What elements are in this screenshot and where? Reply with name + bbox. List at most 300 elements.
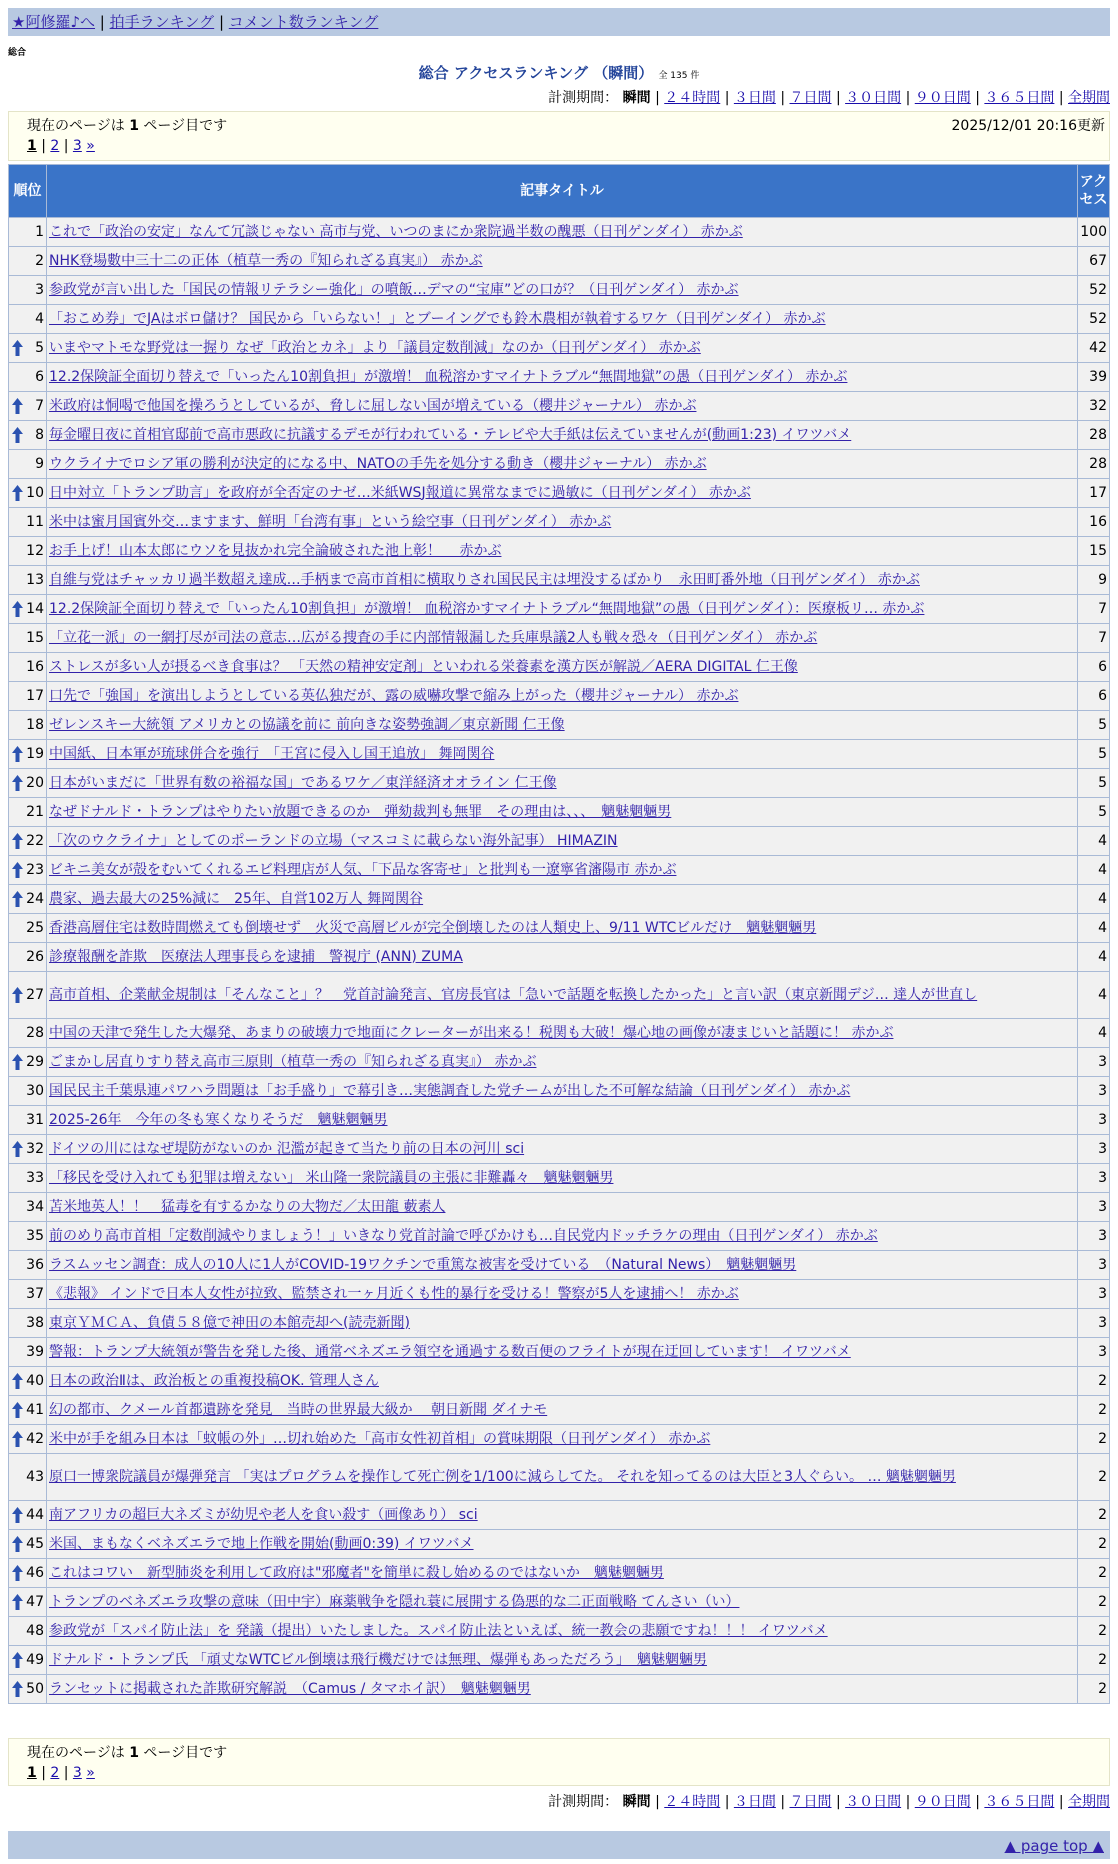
rank-up-arrow-icon: [12, 427, 23, 443]
article-title-link[interactable]: 日本の政治Ⅱは、政治板との重複投稿OK. 管理人さん: [49, 1372, 379, 1389]
title-cell: [47, 798, 1077, 826]
rank-cell: [9, 1530, 46, 1558]
rank-up-arrow-icon: [12, 1565, 23, 1581]
rank-number: 46: [26, 1564, 44, 1581]
access-count: 32: [1078, 392, 1109, 420]
comment-ranking-link[interactable]: コメント数ランキング: [228, 13, 379, 31]
separator: |: [970, 1794, 985, 1810]
title-cell: [47, 508, 1077, 536]
rank-number: 21: [26, 803, 44, 820]
article-title-link[interactable]: ゼレンスキー大統領 アメリカとの協議を前に 前向きな姿勢強調／東京新聞 仁王像: [49, 716, 565, 733]
access-count: 42: [1078, 334, 1109, 362]
period-option-link[interactable]: 全期間: [1068, 90, 1110, 106]
access-count: 4: [1078, 827, 1109, 855]
pager-suffix: ページ目です: [143, 118, 228, 134]
rank-up-arrow-icon: [12, 398, 23, 414]
rank-cell: [9, 624, 46, 652]
access-count: 67: [1078, 247, 1109, 275]
table-row: [9, 1501, 1109, 1529]
title-cell: [47, 1646, 1077, 1674]
article-title-link[interactable]: 中国紙、日本軍が琉球併合を強行 「王宮に侵入し国王追放」 舞岡関谷: [49, 745, 495, 762]
article-title-link[interactable]: 米中は蜜月国賓外交…ますます、鮮明「台湾有事」という絵空事（日刊ゲンダイ） 赤かぶ: [49, 513, 612, 530]
title-cell: [47, 1396, 1077, 1424]
title-cell: [47, 363, 1077, 391]
rank-cell: [9, 1454, 46, 1500]
rank-cell: [9, 1222, 46, 1250]
access-count: 2: [1078, 1396, 1109, 1424]
pager-prefix: 現在のページは: [27, 1745, 125, 1761]
article-title-link[interactable]: 12.2保険証全面切り替えで「いったん10割負担」が激増！ 血税溶かすマイナトラブル“無間地獄”の愚（日刊ゲンダイ）：医療板リ… 赤かぶ: [49, 600, 925, 617]
rank-number: 39: [26, 1343, 44, 1360]
rank-cell: [9, 798, 46, 826]
article-title-link[interactable]: 米中が手を組み日本は「蚊帳の外」…切れ始めた「高市女性初首相」の賞味期限（日刊ゲンダイ） 赤かぶ: [49, 1430, 711, 1447]
separator: |: [59, 1765, 73, 1781]
title-cell: [47, 682, 1077, 710]
access-count: 28: [1078, 450, 1109, 478]
period-option-link[interactable]: ３６５日間: [984, 1794, 1055, 1810]
rank-cell: [9, 1019, 46, 1047]
title-cell: [47, 1048, 1077, 1076]
article-title-link[interactable]: ラスムッセン調査：成人の10人に1人がCOVID-19ワクチンで重篤な被害を受けている （Natural News） 魑魅魍魎男: [49, 1256, 797, 1273]
title-cell: [47, 624, 1077, 652]
access-count: 2: [1078, 1454, 1109, 1500]
rank-number: 20: [26, 774, 44, 791]
article-title-link[interactable]: 原口一博衆院議員が爆弾発言 「実はプログラムを操作して死亡例を1/100に減らしてた。 それを知ってるのは大臣と3人ぐらい。 … 魑魅魍魎男: [49, 1468, 956, 1485]
rank-number: 17: [26, 687, 44, 704]
rank-cell: [9, 972, 46, 1018]
access-count: 4: [1078, 885, 1109, 913]
article-title-link[interactable]: 警報：トランプ大統領が警告を発した後、通常ベネズエラ領空を通過する数百便のフライトが現在迂回しています！ イワツバメ: [49, 1343, 851, 1360]
rank-cell: [9, 334, 46, 362]
access-count: 7: [1078, 624, 1109, 652]
article-title-link[interactable]: 自維与党はチャッカリ過半数超え達成…手柄まで高市首相に横取りされ国民民主は埋没するばかり 永田町番外地（日刊ゲンダイ） 赤かぶ: [49, 571, 920, 588]
rank-number: 31: [26, 1111, 44, 1128]
table-row: [9, 856, 1109, 884]
access-count: 3: [1078, 1164, 1109, 1192]
title-cell: [47, 218, 1077, 246]
article-title-link[interactable]: ドナルド・トランプ氏 「頑丈なWTCビル倒壊は飛行機だけでは無理、爆弾もあっただろう」 魑魅魍魎男: [49, 1651, 707, 1668]
rank-number: 15: [26, 629, 44, 646]
title-cell: [47, 1588, 1077, 1616]
title-cell: [47, 1222, 1077, 1250]
period-label: 計測期間：: [548, 1794, 619, 1810]
title-cell: [47, 653, 1077, 681]
article-title-link[interactable]: 診療報酬を詐欺 医療法人理事長らを逮捕 警視庁 (ANN) ZUMA: [49, 948, 463, 965]
table-row: [9, 885, 1109, 913]
separator: |: [650, 90, 665, 106]
page-link[interactable]: 3: [72, 138, 82, 154]
title-cell: [47, 1164, 1077, 1192]
title-cell: [47, 827, 1077, 855]
title-cell: [47, 1251, 1077, 1279]
access-count: 3: [1078, 1077, 1109, 1105]
article-title-link[interactable]: トランプのベネズエラ攻撃の意味（田中宇）麻薬戦争を隠れ蓑に展開する偽悪的な二正面戦略 てんさい（い）: [49, 1593, 740, 1610]
applause-ranking-link[interactable]: 拍手ランキング: [109, 13, 215, 31]
rank-number: 7: [35, 397, 44, 414]
table-row: [9, 450, 1109, 478]
article-title-link[interactable]: お手上げ！山本太郎にウソを見抜かれ完全論破された池上彰！ 赤かぶ: [49, 542, 502, 559]
article-title-link[interactable]: NHK登場數中三十二の正体（植草一秀の『知られざる真実』） 赤かぶ: [49, 252, 483, 269]
access-count: 2: [1078, 1425, 1109, 1453]
period-option-link[interactable]: ７日間: [789, 90, 832, 106]
separator: |: [1054, 90, 1068, 106]
nav-separator: |: [214, 13, 229, 31]
rank-number: 26: [26, 948, 44, 965]
title-cell: [47, 479, 1077, 507]
rank-number: 29: [26, 1053, 44, 1070]
rank-cell: [9, 653, 46, 681]
rank-number: 36: [26, 1256, 44, 1273]
bottom-bar: [8, 1831, 1110, 1859]
title-cell: [47, 1135, 1077, 1163]
pager-prefix: 現在のページは: [27, 118, 125, 134]
rank-cell: [9, 1617, 46, 1645]
access-count: 3: [1078, 1338, 1109, 1366]
rank-up-arrow-icon: [12, 340, 23, 356]
access-count: 15: [1078, 537, 1109, 565]
table-row: [9, 1135, 1109, 1163]
table-row: [9, 218, 1109, 246]
article-title-link[interactable]: 米国、まもなくベネズエラで地上作戦を開始(動画0:39) イワツバメ: [49, 1535, 474, 1552]
rank-up-arrow-icon: [12, 1594, 23, 1610]
article-title-link[interactable]: 東京ＹＭＣＡ、負債５８億で神田の本館売却へ(読売新聞): [49, 1314, 410, 1331]
rank-cell: [9, 363, 46, 391]
article-title-link[interactable]: 米政府は恫喝で他国を操ろうとしているが、脅しに屈しない国が増えている（櫻井ジャーナル） 赤かぶ: [49, 397, 697, 414]
table-row: [9, 1280, 1109, 1308]
article-title-link[interactable]: 日本がいまだに「世界有数の裕福な国」であるワケ／東洋経済オオライン 仁王像: [49, 774, 557, 791]
access-count: 28: [1078, 421, 1109, 449]
nav-separator: |: [95, 13, 110, 31]
current-page-marker: [27, 138, 37, 154]
rank-number: 34: [26, 1198, 44, 1215]
rank-up-arrow-icon: [12, 1054, 23, 1070]
title-cell: [47, 1019, 1077, 1047]
table-row: [9, 508, 1109, 536]
next-page-link[interactable]: »: [86, 138, 95, 154]
period-option-link[interactable]: ３０日間: [845, 90, 902, 106]
rank-cell: [9, 740, 46, 768]
period-option-link[interactable]: ３日間: [733, 1794, 776, 1810]
rank-up-arrow-icon: [12, 1507, 23, 1523]
article-title-link[interactable]: 2025-26年 今年の冬も寒くなりそうだ 魑魅魍魎男: [49, 1111, 388, 1128]
separator: |: [901, 1794, 915, 1810]
period-option-link[interactable]: ２４時間: [664, 90, 721, 106]
article-title-link[interactable]: 「おこめ券」でJAはボロ儲け？ 国民から「いらない！」とブーイングでも鈴木農相が執着するワケ（日刊ゲンダイ） 赤かぶ: [49, 310, 826, 327]
article-title-link[interactable]: ドイツの川にはなぜ堤防がないのか 氾濫が起きて当たり前の日本の河川 sci: [49, 1140, 525, 1157]
period-option-link[interactable]: 全期間: [1068, 1794, 1110, 1810]
separator: |: [36, 138, 51, 154]
rank-number: 1: [35, 223, 44, 240]
rank-cell: [9, 1396, 46, 1424]
table-row: [9, 1559, 1109, 1587]
home-link[interactable]: ★阿修羅♪へ: [12, 13, 96, 31]
title-cell: [47, 247, 1077, 275]
rank-number: 14: [26, 600, 44, 617]
table-row: [9, 1588, 1109, 1616]
rank-number: 13: [26, 571, 44, 588]
title-cell: [47, 1338, 1077, 1366]
article-title-link[interactable]: 幻の都市、クメール首都遺跡を発見 当時の世界最大級か 朝日新聞 ダイナモ: [49, 1401, 548, 1418]
rank-cell: [9, 827, 46, 855]
period-option-link[interactable]: ３６５日間: [984, 90, 1055, 106]
rank-cell: [9, 1367, 46, 1395]
next-page-link[interactable]: »: [86, 1765, 95, 1781]
article-title-link[interactable]: これで「政治の安定」なんて冗談じゃない 高市与党、いつのまにか衆院過半数の醜悪（日刊ゲンダイ） 赤かぶ: [49, 223, 743, 240]
rank-number: 18: [26, 716, 44, 733]
article-title-link[interactable]: 参政党が「スパイ防止法」を 発議（提出）いたしました。スパイ防止法といえば、統一教会の悲願ですね！！！ イワツバメ: [49, 1622, 828, 1639]
access-count: 3: [1078, 1135, 1109, 1163]
rank-up-arrow-icon: [12, 987, 23, 1003]
page-link[interactable]: 2: [50, 138, 60, 154]
title-cell: [47, 885, 1077, 913]
article-title-link[interactable]: 「次のウクライナ」としてのポーランドの立場（マスコミに載らない海外記事） HIMAZIN: [49, 832, 618, 849]
access-count: 2: [1078, 1646, 1109, 1674]
access-count: 3: [1078, 1222, 1109, 1250]
rank-number: 38: [26, 1314, 44, 1331]
article-title-link[interactable]: ストレスが多い人が摂るべき食事は？ 「天然の精神安定剤」といわれる栄養素を漢方医が解説／AERA DIGITAL 仁王像: [49, 658, 798, 675]
rank-up-arrow-icon: [12, 891, 23, 907]
separator: |: [831, 90, 846, 106]
rank-cell: [9, 1251, 46, 1279]
article-title-link[interactable]: 国民民主千葉県連パワハラ問題は「お手盛り」で幕引き…実態調査した党チームが出した不可解な結論（日刊ゲンダイ） 赤かぶ: [49, 1082, 851, 1099]
title-cell: [47, 276, 1077, 304]
access-count: 3: [1078, 1309, 1109, 1337]
rank-number: 44: [26, 1506, 44, 1523]
period-option-link[interactable]: ９０日間: [914, 1794, 971, 1810]
title-cell: [47, 1077, 1077, 1105]
article-title-link[interactable]: 12.2保険証全面切り替えで「いったん10割負担」が激増！ 血税溶かすマイナトラブル“無間地獄”の愚（日刊ゲンダイ） 赤かぶ: [49, 368, 848, 385]
period-current: 瞬間: [622, 90, 651, 106]
title-cell: [47, 305, 1077, 333]
page-link[interactable]: 1: [27, 1765, 37, 1781]
rank-cell: [9, 421, 46, 449]
rank-number: 24: [26, 890, 44, 907]
rank-number: 23: [26, 861, 44, 878]
article-title-link[interactable]: 参政党が言い出した「国民の情報リテラシー強化」の噴飯…デマの“宝庫”どの口が？（日刊ゲンダイ） 赤かぶ: [49, 281, 739, 298]
table-row: [9, 1251, 1109, 1279]
article-title-link[interactable]: 高市首相、企業献金規制は「そんなこと」？ 党首討論発言、官房長官は「急いで話題を転換したかった」と言い訳（東京新聞デジ… 達人が世直し: [49, 986, 978, 1003]
table-row: [9, 1019, 1109, 1047]
rank-cell: [9, 1106, 46, 1134]
title-cell: [47, 769, 1077, 797]
article-title-link[interactable]: 口先で「強国」を演出しようとしている英仏独だが、露の威嚇攻撃で縮み上がった（櫻井ジャーナル） 赤かぶ: [49, 687, 739, 704]
period-label: 計測期間：: [548, 90, 619, 106]
article-title-link[interactable]: 日中対立「トランプ助言」を政府が全否定のナゼ…米紙WSJ報道に異常なまでに過敏に（日刊ゲンダイ） 赤かぶ: [49, 484, 751, 501]
rank-cell: [9, 885, 46, 913]
rank-cell: [9, 1675, 46, 1703]
rank-up-arrow-icon: [12, 485, 23, 501]
article-title-link[interactable]: 前のめり高市首相「定数削減やりましょう！」いきなり党首討論で呼びかけも…自民党内ドッチラケの理由（日刊ゲンダイ） 赤かぶ: [49, 1227, 878, 1244]
access-count: 5: [1078, 769, 1109, 797]
rank-cell: [9, 1048, 46, 1076]
rank-number: 49: [26, 1651, 44, 1668]
access-column-header: アクセス: [1078, 165, 1109, 217]
rank-cell: [9, 1425, 46, 1453]
top-nav: [8, 8, 1110, 36]
page-links: [27, 1765, 95, 1781]
access-count: 4: [1078, 1019, 1109, 1047]
table-row: [9, 1193, 1109, 1221]
title-cell: [47, 740, 1077, 768]
access-count: 7: [1078, 595, 1109, 623]
rank-number: 12: [26, 542, 44, 559]
table-row: [9, 1222, 1109, 1250]
access-count: 3: [1078, 1048, 1109, 1076]
article-title-link[interactable]: 香港高層住宅は数時間燃えても倒壊せず 火災で高層ビルが完全倒壊したのは人類史上、9/11 WTCビルだけ 魑魅魍魎男: [49, 919, 817, 936]
table-row: [9, 1425, 1109, 1453]
rank-number: 48: [26, 1622, 44, 1639]
separator: |: [901, 90, 915, 106]
page-link[interactable]: 3: [72, 1765, 82, 1781]
table-row: [9, 914, 1109, 942]
table-row: [9, 653, 1109, 681]
table-row: [9, 1106, 1109, 1134]
article-title-link[interactable]: 毎金曜日夜に首相官邸前で高市悪政に抗議するデモが行われている・テレビや大手紙は伝えていませんが(動画1:23) イワツバメ: [49, 426, 852, 443]
access-count: 4: [1078, 856, 1109, 884]
period-option-link[interactable]: ３日間: [733, 90, 776, 106]
rank-up-arrow-icon: [12, 746, 23, 762]
access-count: 2: [1078, 1501, 1109, 1529]
table-row: [9, 334, 1109, 362]
current-page-marker: [27, 1765, 37, 1781]
table-header-row: [9, 165, 1109, 217]
article-title-link[interactable]: いまやマトモな野党は一握り なぜ「政治とカネ」より「議員定数削減」なのか（日刊ゲンダイ） 赤かぶ: [49, 339, 701, 356]
separator: |: [720, 90, 734, 106]
rank-number: 35: [26, 1227, 44, 1244]
table-row: [9, 1530, 1109, 1558]
article-title-link[interactable]: 「移民を受け入れても犯罪は増えない」 米山隆一衆院議員の主張に非難轟々 魑魅魍魎男: [49, 1169, 614, 1186]
article-title-link[interactable]: 苫米地英人！！ 猛毒を有するかなりの大物だ／太田龍 藪素人: [49, 1198, 446, 1215]
rank-cell: [9, 537, 46, 565]
rank-cell: [9, 1646, 46, 1674]
title-cell: [47, 334, 1077, 362]
table-row: [9, 1077, 1109, 1105]
rank-number: 27: [26, 986, 44, 1003]
title-cell: [47, 595, 1077, 623]
rank-cell: [9, 1501, 46, 1529]
table-row: [9, 682, 1109, 710]
table-row: [9, 363, 1109, 391]
access-count: 52: [1078, 305, 1109, 333]
table-row: [9, 305, 1109, 333]
access-count: 2: [1078, 1617, 1109, 1645]
category-label: 総合: [8, 48, 27, 58]
period-option-link[interactable]: ２４時間: [664, 1794, 721, 1810]
article-title-link[interactable]: ビキニ美女が殻をむいてくれるエビ料理店が人気、「下品な客寄せ」と批判も一遼寧省瀋陽市 赤かぶ: [49, 861, 677, 878]
rank-number: 33: [26, 1169, 44, 1186]
access-count: 100: [1078, 218, 1109, 246]
title-cell: [47, 856, 1077, 884]
table-row: [9, 624, 1109, 652]
rank-up-arrow-icon: [12, 1373, 23, 1389]
rank-cell: [9, 1077, 46, 1105]
article-title-link[interactable]: なぜドナルド・トランプはやりたい放題できるのか 弾劾裁判も無罪 その理由は、、、 魑魅魍魎男: [49, 803, 672, 820]
article-title-link[interactable]: 《悲報》 インドで日本人女性が拉致、監禁され一ヶ月近くも性的暴行を受ける！警察が5人を逮捕へ！ 赤かぶ: [49, 1285, 739, 1302]
access-count: 39: [1078, 363, 1109, 391]
table-row: [9, 711, 1109, 739]
title-cell: [47, 1501, 1077, 1529]
page-top-link[interactable]: ▲ page top ▲: [1004, 1837, 1104, 1855]
rank-number: 41: [26, 1401, 44, 1418]
access-count: 3: [1078, 1280, 1109, 1308]
access-count: 3: [1078, 1193, 1109, 1221]
rank-number: 8: [35, 426, 44, 443]
article-title-link[interactable]: ランセットに掲載された詐欺研究解説 （Camus / タマホイ訳） 魑魅魍魎男: [49, 1680, 531, 1697]
rank-number: 43: [26, 1468, 44, 1485]
access-count: 2: [1078, 1559, 1109, 1587]
access-count: 17: [1078, 479, 1109, 507]
title-cell: [47, 1367, 1077, 1395]
separator: |: [970, 90, 985, 106]
title-cell: [47, 566, 1077, 594]
page-link[interactable]: 2: [50, 1765, 60, 1781]
access-count: 6: [1078, 653, 1109, 681]
title-cell: [47, 450, 1077, 478]
access-count: 52: [1078, 276, 1109, 304]
period-option-link[interactable]: ７日間: [789, 1794, 832, 1810]
access-count: 4: [1078, 914, 1109, 942]
article-title-link[interactable]: 「立花一派」の一網打尽が司法の意志…広がる捜査の手に内部情報漏した兵庫県議2人も戦々恐々（日刊ゲンダイ） 赤かぶ: [49, 629, 818, 646]
title-cell: [47, 1425, 1077, 1453]
table-row: [9, 769, 1109, 797]
rank-number: 47: [26, 1593, 44, 1610]
pager-current-number: 1: [129, 118, 139, 134]
access-count: 5: [1078, 711, 1109, 739]
ranking-title: 総合 アクセスランキング （瞬間）: [418, 64, 654, 82]
rank-cell: [9, 1559, 46, 1587]
pager-top: [8, 111, 1110, 161]
title-cell: [47, 1193, 1077, 1221]
access-count: 16: [1078, 508, 1109, 536]
period-option-link[interactable]: ３０日間: [845, 1794, 902, 1810]
title-cell: [47, 1309, 1077, 1337]
title-cell: [47, 1280, 1077, 1308]
updated-timestamp: 2025/12/01 20:16更新: [951, 118, 1105, 134]
access-count: 4: [1078, 943, 1109, 971]
table-row: [9, 1164, 1109, 1192]
separator: |: [1054, 1794, 1068, 1810]
rank-cell: [9, 1280, 46, 1308]
rank-column-header: 順位: [9, 165, 46, 217]
period-option-link[interactable]: ９０日間: [914, 90, 971, 106]
rank-number: 32: [26, 1140, 44, 1157]
table-row: [9, 421, 1109, 449]
table-row: [9, 972, 1109, 1018]
rank-number: 6: [35, 368, 44, 385]
table-row: [9, 595, 1109, 623]
separator: |: [650, 1794, 665, 1810]
rank-cell: [9, 711, 46, 739]
access-count: 3: [1078, 1251, 1109, 1279]
title-column-header: 記事タイトル: [47, 165, 1077, 217]
table-row: [9, 943, 1109, 971]
article-title-link[interactable]: 農家、過去最大の25%減に 25年、自営102万人 舞岡関谷: [49, 890, 424, 907]
access-count: 2: [1078, 1367, 1109, 1395]
ranking-table: [8, 164, 1110, 1704]
period-selector-bottom: [548, 1791, 1110, 1811]
article-title-link[interactable]: これはコワい 新型肺炎を利用して政府は"邪魔者"を簡単に殺し始めるのではないか 魑魅魍魎男: [49, 1564, 664, 1581]
rank-cell: [9, 943, 46, 971]
title-cell: [47, 1559, 1077, 1587]
article-title-link[interactable]: 南アフリカの超巨大ネズミが幼児や老人を食い殺す（画像あり） sci: [49, 1506, 478, 1523]
article-title-link[interactable]: ごまかし居直りすり替え高市三原則（植草一秀の『知られざる真実』） 赤かぶ: [49, 1053, 537, 1070]
rank-number: 3: [35, 281, 44, 298]
article-title-link[interactable]: ウクライナでロシア軍の勝利が決定的になる中、NATOの手先を処分する動き（櫻井ジャーナル） 赤かぶ: [49, 455, 707, 472]
article-title-link[interactable]: 中国の天津で発生した大爆発、あまりの破壊力で地面にクレーターが出来る！税関も大破！爆心地の画像が凄まじいと話題に！ 赤かぶ: [49, 1024, 894, 1041]
pager-current-number: 1: [129, 1745, 139, 1761]
page-link[interactable]: 1: [27, 138, 37, 154]
ranking-body: [9, 218, 1109, 1703]
